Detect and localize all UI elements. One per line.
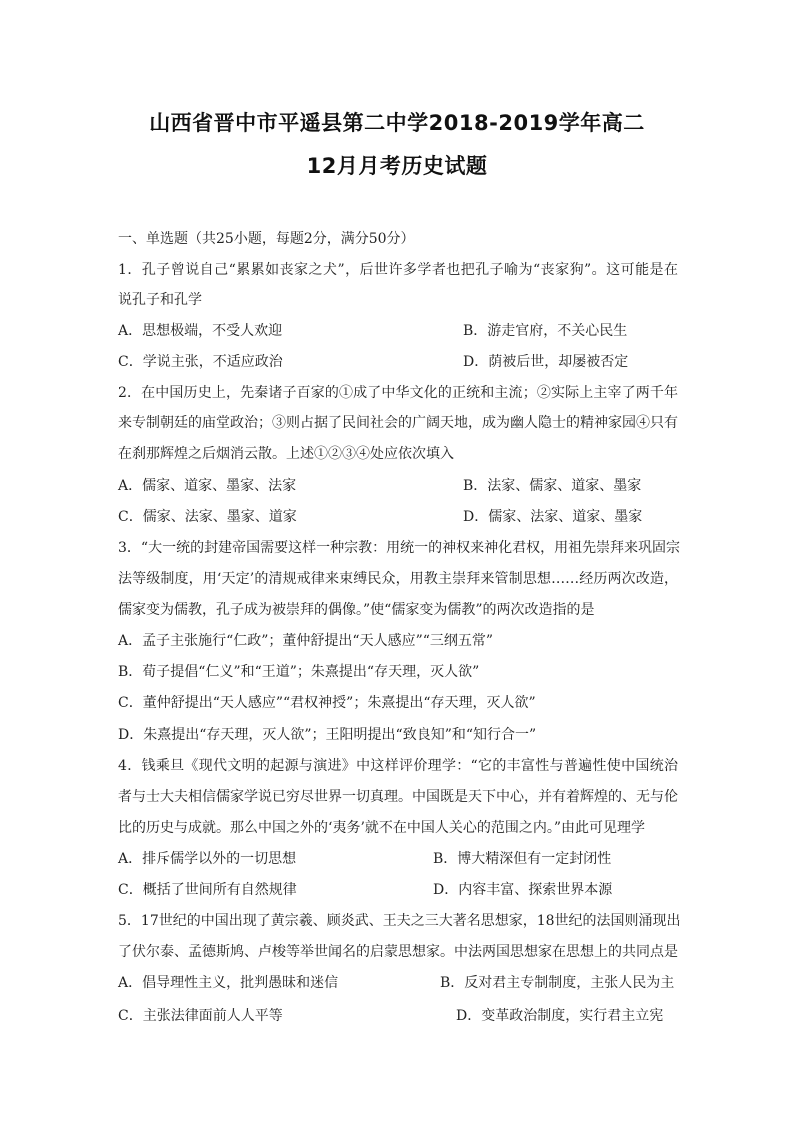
q1-option-c: C．学说主张，不适应政治	[118, 354, 283, 370]
q3-stem-line-2: 法等级制度，用‘天定’的清规戒律来束缚民众，用教主崇拜来管制思想……经历两次改造，	[118, 571, 678, 587]
q3-option-d: D．朱熹提出“存天理，灭人欲”；王阳明提出“致良知”和“知行合一”	[118, 727, 537, 743]
q2-option-a: A．儒家、道家、墨家、法家	[118, 478, 297, 494]
q1-stem-line-1: 1．孔子曾说自己“累累如丧家之犬”，后世许多学者也把孔子喻为“丧家狗”。这可能是在	[118, 262, 678, 278]
q3-stem-line-1: 3．“大一统的封建帝国需要这样一种宗教：用统一的神权来神化君权，用祖先崇拜来巩固宗	[118, 540, 681, 556]
q5-stem-line-2: 了伏尔泰、孟德斯鸠、卢梭等举世闻名的启蒙思想家。中法两国思想家在思想上的共同点是	[118, 944, 678, 960]
q2-stem-line-3: 在刹那辉煌之后烟消云散。上述①②③④处应依次填入	[118, 446, 454, 462]
q4-stem-line-2: 者与士大夫相信儒家学说已穷尽世界一切真理。中国既是天下中心，并有着辉煌的、无与伦	[118, 789, 678, 805]
q3-option-a: A．孟子主张施行“仁政”；董仲舒提出“天人感应”“三纲五常”	[118, 633, 494, 649]
q4-option-a: A．排斥儒学以外的一切思想	[118, 851, 297, 867]
q4-option-b: B．博大精深但有一定封闭性	[433, 851, 612, 867]
q2-stem-line-2: 来专制朝廷的庙堂政治；③则占据了民间社会的广阔天地，成为幽人隐士的精神家园④只有	[118, 415, 678, 431]
q4-stem-line-3: 比的历史与成就。那么中国之外的‘夷务’就不在中国人关心的范围之内。”由此可见理学	[118, 820, 646, 836]
section-heading: 一、单选题（共25小题，每题2分，满分50分）	[118, 231, 415, 247]
title-line-1: 山西省晋中市平遥县第二中学2018-2019学年高二	[149, 111, 645, 135]
q5-option-b: B．反对君主专制制度，主张人民为主	[440, 975, 675, 991]
q2-option-c: C．儒家、法家、墨家、道家	[118, 509, 297, 525]
q1-option-a: A．思想极端，不受人欢迎	[118, 323, 283, 339]
q4-option-d: D．内容丰富、探索世界本源	[433, 882, 613, 898]
q2-stem-line-1: 2．在中国历史上，先秦诸子百家的①成了中华文化的正统和主流；②实际上主宰了两千年	[118, 385, 678, 401]
q2-option-b: B．法家、儒家、道家、墨家	[463, 478, 642, 494]
q5-option-d: D．变革政治制度，实行君主立宪	[456, 1008, 664, 1024]
q4-option-c: C．概括了世间所有自然规律	[118, 882, 297, 898]
q1-stem-line-2: 说孔子和孔学	[118, 292, 202, 308]
q2-option-d: D．儒家、法家、道家、墨家	[463, 509, 643, 525]
q4-stem-line-1: 4．钱乘旦《现代文明的起源与演进》中这样评价理学：“它的丰富性与普遍性使中国统治	[118, 758, 678, 774]
q5-stem-line-1: 5．17世纪的中国出现了黄宗羲、顾炎武、王夫之三大著名思想家，18世纪的法国则涌现出	[118, 913, 681, 929]
q3-option-b: B．荀子提倡“仁义”和“王道”；朱熹提出“存天理，灭人欲”	[118, 664, 480, 680]
q5-option-a: A．倡导理性主义，批判愚昧和迷信	[118, 975, 339, 991]
q1-option-b: B．游走官府，不关心民生	[463, 323, 628, 339]
q1-option-d: D．荫被后世，却屡被否定	[463, 354, 629, 370]
q5-option-c: C．主张法律面前人人平等	[118, 1008, 283, 1024]
q3-option-c: C．董仲舒提出“天人感应”“君权神授”；朱熹提出“存天理，灭人欲”	[118, 695, 536, 711]
q3-stem-line-3: 儒家变为儒教，孔子成为被崇拜的偶像。”使“儒家变为儒教”的两次改造指的是	[118, 602, 595, 618]
title-line-2: 12月月考历史试题	[306, 154, 488, 178]
